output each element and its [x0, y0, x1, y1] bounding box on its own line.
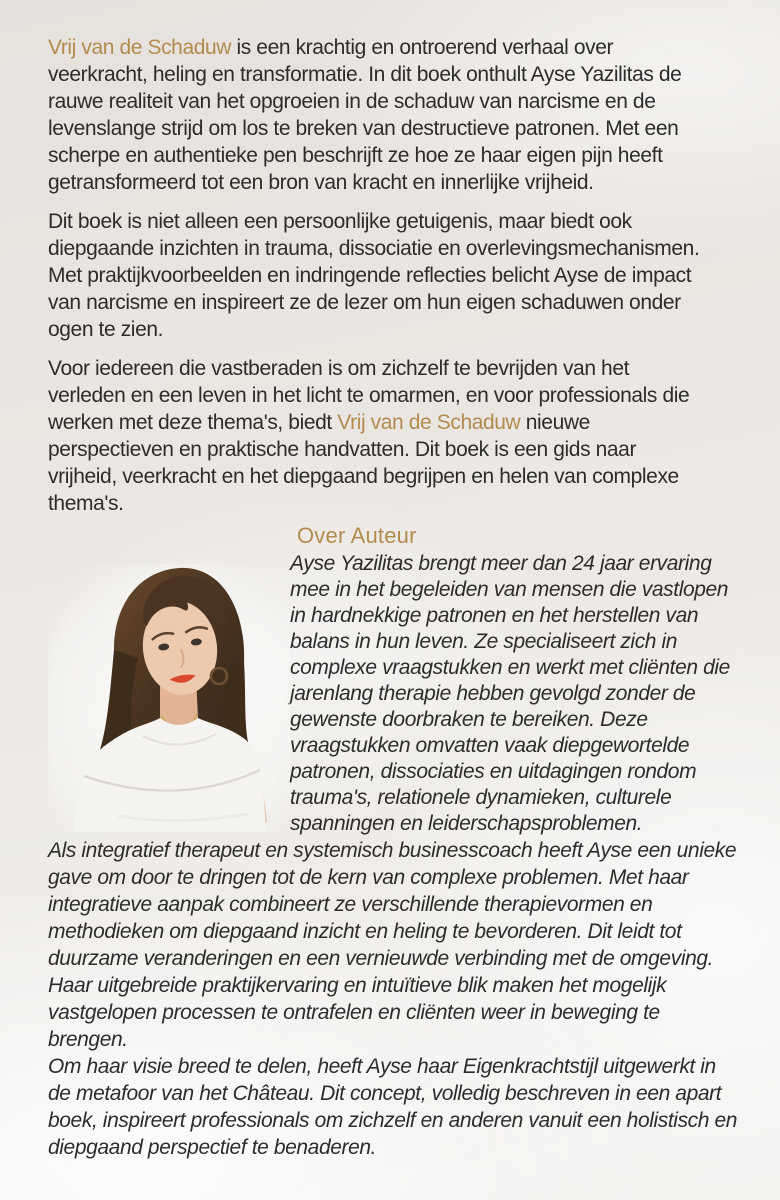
author-bio-intro: Ayse Yazilitas brengt meer dan 24 jaar ervaring mee in het begeleiden van mensen die vastlopen in hardnekkige patronen en het herstellen van balans in hun leven. Ze specialiseert zich in complexe vraagstukken en werkt met cliënten die jarenlang therapie hebben gevolgd zonder de gewenste doorbraken te bereiken. Deze vraagstukken omvatten vaak diepgewortelde patronen, dissociaties en uitdagingen rondom trauma's, relationele dynamieken, culturele spanningen en leiderschapsproblemen.: [290, 552, 730, 835]
book-synopsis: [48, 34, 742, 517]
author-photo: [48, 564, 290, 832]
synopsis-paragraph-3: [48, 355, 708, 517]
synopsis-paragraph-3-before: Voor iedereen die vastberaden is om zichzelf te bevrijden van het verleden en een leven in het licht te omarmen, en voor professionals die werken met deze thema's, biedt: [48, 357, 690, 434]
about-author-heading: Over Auteur: [297, 523, 417, 548]
about-author-section: [48, 523, 742, 1161]
synopsis-paragraph-3-after: nieuwe perspectieven en praktische handvatten. Dit boek is een gids naar vrijheid, veerkracht en het diepgaand begrijpen en helen van complexe thema's.: [48, 411, 679, 515]
synopsis-paragraph-1-text: is een krachtig en ontroerend verhaal over veerkracht, heling en transformatie. In dit boek onthult Ayse Yazilitas de rauwe realiteit van het opgroeien in de schaduw van narcisme en de levenslange strijd om los te breken van destructieve patronen. Met een scherpe en authentieke pen beschrijft ze hoe ze haar eigen pijn heeft getransformeerd tot een bron van kracht en innerlijke vrijheid.: [48, 36, 682, 194]
synopsis-paragraph-1: [48, 34, 708, 196]
author-bio-chateau: Om haar visie breed te delen, heeft Ayse haar Eigenkrachtstijl uitgewerkt in de metafoor van het Château. Dit concept, volledig beschreven in een apart boek, inspireert professionals om zichzelf en anderen vanuit een holistisch en diepgaand perspectief te benaderen.: [48, 1055, 738, 1159]
author-bio-continued: Als integratief therapeut en systemisch businesscoach heeft Ayse een unieke gave om door te dringen tot de kern van complexe problemen. Met haar integratieve aanpak combineert ze verschillende therapievormen en methodieken om diepgaand inzicht en heling te bevorderen. Dit leidt tot duurzame veranderingen en een vernieuwde verbinding met de omgeving. Haar uitgebreide praktijkervaring en intuïtieve blik maken het mogelijk vastgelopen processen te ontrafelen en cliënten weer in beweging te brengen.: [48, 839, 737, 1051]
author-portrait-illustration: [48, 564, 290, 832]
book-title-highlight-2: Vrij van de Schaduw: [337, 411, 521, 434]
book-title-highlight: Vrij van de Schaduw: [48, 36, 232, 59]
synopsis-paragraph-2: Dit boek is niet alleen een persoonlijke getuigenis, maar biedt ook diepgaande inzichten in trauma, dissociatie en overlevingsmechanismen. Met praktijkvoorbeelden en indringende reflecties belicht Ayse de impact van narcisme en inspireert ze de lezer om hun eigen schaduwen onder ogen te zien.: [48, 210, 700, 341]
